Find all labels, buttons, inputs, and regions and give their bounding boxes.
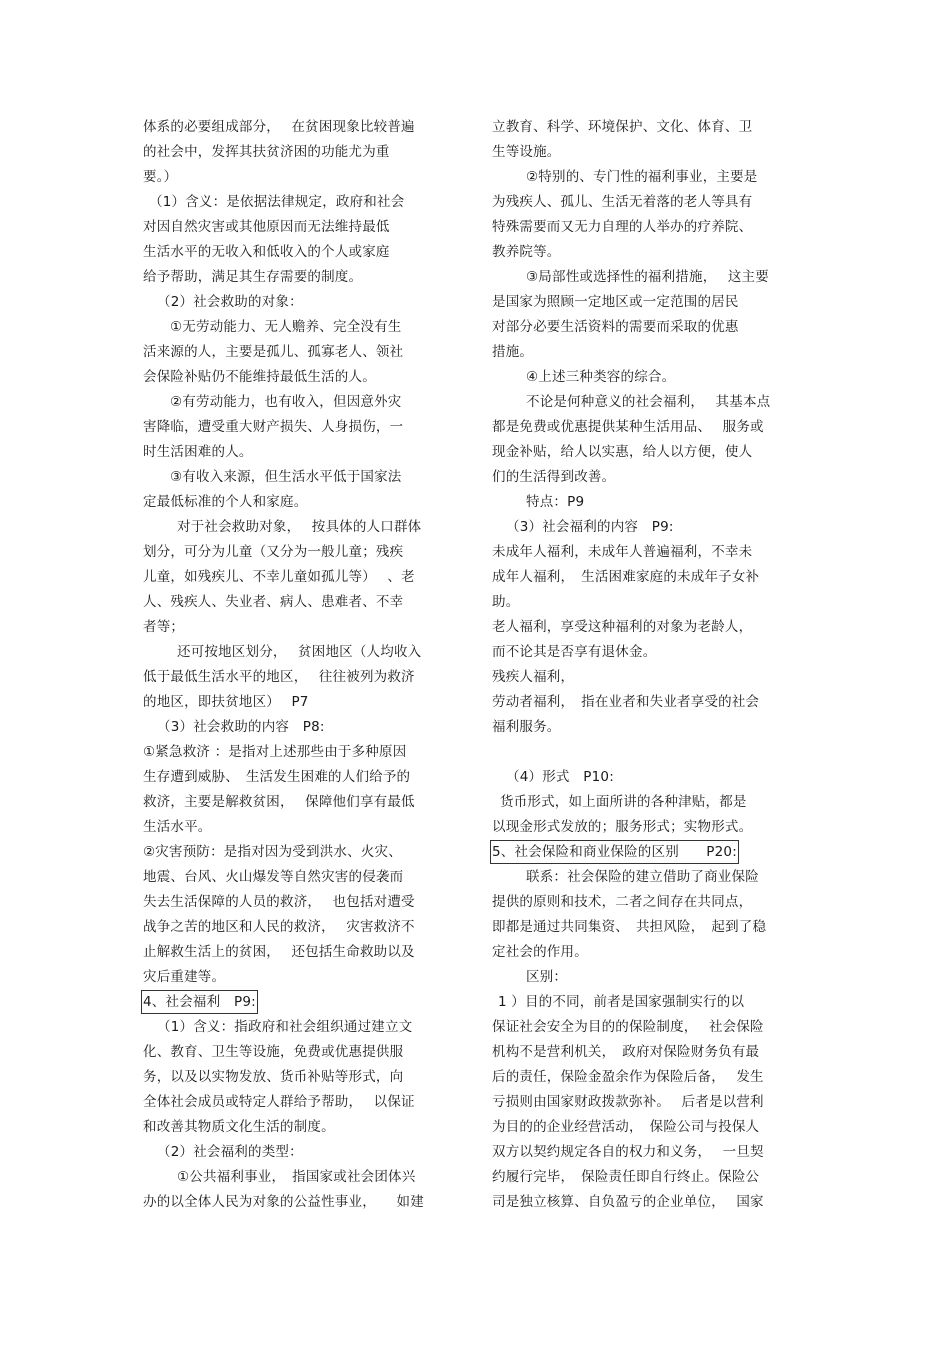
left-line: 务，以及以实物发放、货币补贴等形式，向 — [143, 1069, 404, 1085]
left-line: 时生活困难的人。 — [143, 444, 253, 460]
right-line: 措施。 — [492, 344, 534, 360]
right-line: 联系：社会保险的建立借助了商业保险 — [526, 869, 759, 885]
left-line: 地震、台风、火山爆发等自然灾害的侵袭而 — [143, 869, 404, 885]
left-line: （3）社会救助的内容 P8: — [157, 719, 325, 735]
left-line: 还可按地区划分， 贫困地区（人均收入 — [177, 644, 422, 660]
right-line: 成年人福利， 生活困难家庭的未成年子女补 — [492, 569, 760, 585]
right-line: 特殊需要而又无力自理的人举办的疗养院、 — [492, 219, 753, 235]
left-line: 生活水平的无收入和低收入的个人或家庭 — [143, 244, 390, 260]
right-line: 司是独立核算、自负盈亏的企业单位， 国家 — [492, 1194, 764, 1210]
right-line: 不论是何种意义的社会福利， 其基本点 — [526, 394, 771, 410]
left-line: 对于社会救助对象， 按具体的人口群体 — [177, 519, 422, 535]
right-line: 都是免费或优惠提供某种生活用品、 服务或 — [492, 419, 764, 435]
right-line: 约履行完毕， 保险责任即自行终止。保险公 — [492, 1169, 760, 1185]
left-line: 4、社会福利 P9: — [143, 994, 256, 1010]
right-line: 是国家为照顾一定地区或一定范围的居民 — [492, 294, 739, 310]
left-line: ③有收入来源，但生活水平低于国家法 — [170, 469, 402, 485]
left-line: 救济，主要是解救贫困， 保障他们享有最低 — [143, 794, 415, 810]
right-line: 劳动者福利， 指在业者和失业者享受的社会 — [492, 694, 760, 710]
left-line: 和改善其物质文化生活的制度。 — [143, 1119, 335, 1135]
left-line: 的地区，即扶贫地区） P7 — [143, 694, 309, 710]
left-line: （1）含义：是依据法律规定，政府和社会 — [149, 194, 405, 210]
left-line: 人、残疾人、失业者、病人、患难者、不幸 — [143, 594, 404, 610]
right-line: 为目的的企业经营活动， 保险公司与投保人 — [492, 1119, 760, 1135]
left-line: 化、教育、卫生等设施，免费或优惠提供服 — [143, 1044, 404, 1060]
right-line: 以现金形式发放的；服务形式；实物形式。 — [492, 819, 753, 835]
left-line: 的社会中，发挥其扶贫济困的功能尤为重 — [143, 144, 390, 160]
right-line: ④上述三种类容的综合。 — [526, 369, 676, 385]
left-line: 儿童，如残疾儿、不幸儿童如孤儿等） 、老 — [143, 569, 415, 585]
right-line: 提供的原则和技术，二者之间存在共同点， — [492, 894, 753, 910]
right-line: 未成年人福利，未成年人普遍福利，不幸未 — [492, 544, 753, 560]
right-line: 对部分必要生活资料的需要而采取的优惠 — [492, 319, 739, 335]
right-line: 而不论其是否享有退休金。 — [492, 644, 657, 660]
left-line: 会保险补贴仍不能维持最低生活的人。 — [143, 369, 376, 385]
left-line: 灾后重建等。 — [143, 969, 226, 985]
right-line: 1 ）目的不同，前者是国家强制实行的以 — [498, 994, 745, 1010]
right-line: 老人福利，享受这种福利的对象为老龄人， — [492, 619, 753, 635]
right-line: 残疾人福利， — [492, 669, 575, 685]
right-line: 们的生活得到改善。 — [492, 469, 616, 485]
right-line: 亏损则由国家财政拨款弥补。 后者是以营利 — [492, 1094, 764, 1110]
left-line: 划分，可分为儿童（又分为一般儿童；残疾 — [143, 544, 404, 560]
left-line: （2）社会救助的对象： — [157, 294, 303, 310]
right-line: 为残疾人、孤儿、生活无着落的老人等具有 — [492, 194, 753, 210]
right-line: 助。 — [492, 594, 520, 610]
right-line: 定社会的作用。 — [492, 944, 588, 960]
left-line: 要。） — [143, 169, 178, 185]
right-line: ②特别的、专门性的福利事业，主要是 — [526, 169, 758, 185]
right-line: 后的责任，保险金盈余作为保险后备， 发生 — [492, 1069, 764, 1085]
right-line: 即都是通过共同集资、 共担风险， 起到了稳 — [492, 919, 767, 935]
right-line: 生等设施。 — [492, 144, 561, 160]
left-line: ①公共福利事业， 指国家或社会团体兴 — [177, 1169, 416, 1185]
left-line: ②有劳动能力，也有收入，但因意外灾 — [170, 394, 402, 410]
left-line: （1）含义：指政府和社会组织通过建立文 — [157, 1019, 413, 1035]
left-line: 低于最低生活水平的地区， 往往被列为救济 — [143, 669, 415, 685]
right-line: 双方以契约规定各自的权力和义务， 一旦契 — [492, 1144, 764, 1160]
left-line: 对因自然灾害或其他原因而无法维持最低 — [143, 219, 390, 235]
left-line: 生活水平。 — [143, 819, 212, 835]
left-line: 害降临，遭受重大财产损失、人身损伤，一 — [143, 419, 404, 435]
right-line: 现金补贴，给人以实惠，给人以方便，使人 — [492, 444, 753, 460]
left-line: 止解救生活上的贫困， 还包括生命救助以及 — [143, 944, 415, 960]
left-line: （2）社会福利的类型： — [157, 1144, 303, 1160]
right-line: 货币形式，如上面所讲的各种津贴，都是 — [500, 794, 747, 810]
left-line: ②灾害预防：是指对因为受到洪水、火灾、 — [143, 844, 402, 860]
left-line: 失去生活保障的人员的救济， 也包括对遭受 — [143, 894, 415, 910]
left-line: 体系的必要组成部分， 在贫困现象比较普遍 — [143, 119, 415, 135]
right-line: 保证社会安全为目的的保险制度， 社会保险 — [492, 1019, 764, 1035]
left-line: 定最低标准的个人和家庭。 — [143, 494, 308, 510]
left-line: 者等； — [143, 619, 185, 635]
right-line: 教养院等。 — [492, 244, 561, 260]
left-line: 全体社会成员或特定人群给予帮助， 以保证 — [143, 1094, 415, 1110]
right-line: 特点：P9 — [526, 494, 585, 510]
left-line: 战争之苦的地区和人民的救济， 灾害救济不 — [143, 919, 415, 935]
left-line: 生存遭到威胁、 生活发生困难的人们给予的 — [143, 769, 411, 785]
right-line: 区别： — [526, 969, 568, 985]
left-line: 办的以全体人民为对象的公益性事业， 如建 — [143, 1194, 424, 1210]
right-line: （3）社会福利的内容 P9: — [506, 519, 674, 535]
right-line: （4）形式 P10: — [506, 769, 614, 785]
right-line: 机构不是营利机关， 政府对保险财务负有最 — [492, 1044, 760, 1060]
right-line: 立教育、科学、环境保护、文化、体育、卫 — [492, 119, 753, 135]
left-line: 给予帮助，满足其生存需要的制度。 — [143, 269, 363, 285]
left-line: 活来源的人，主要是孤儿、孤寡老人、领社 — [143, 344, 404, 360]
right-line: 福利服务。 — [492, 719, 561, 735]
left-line: ①无劳动能力、无人赡养、完全没有生 — [170, 319, 402, 335]
right-line: 5、社会保险和商业保险的区别 P20: — [492, 844, 737, 860]
left-line: ①紧急救济 ：是指对上述那些由于多种原因 — [143, 744, 407, 760]
right-line: ③局部性或选择性的福利措施， 这主要 — [526, 269, 769, 285]
